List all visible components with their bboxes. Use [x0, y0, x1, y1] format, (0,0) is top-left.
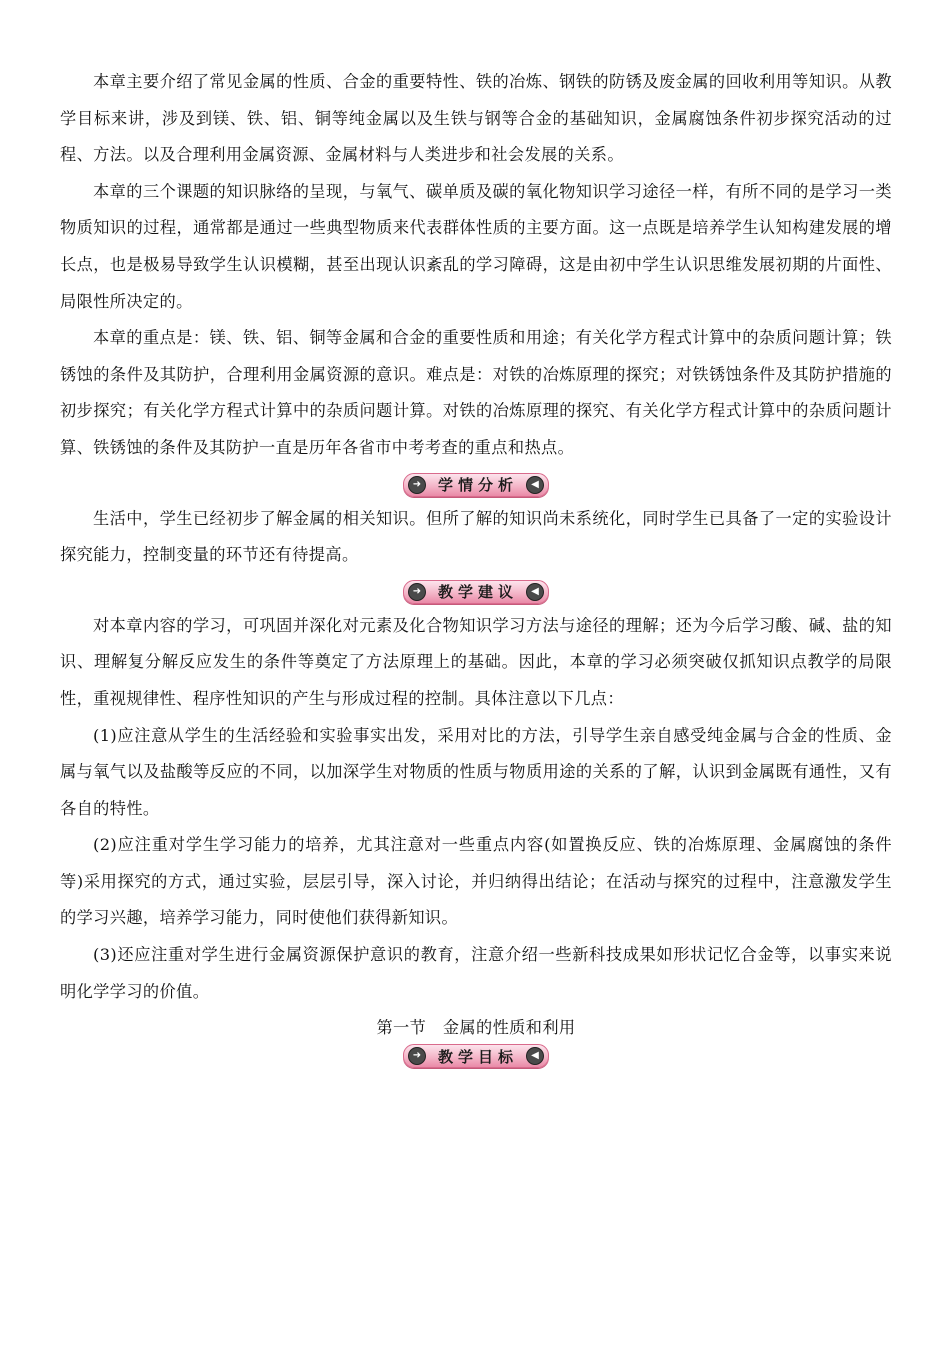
banner-teaching-objectives [60, 1040, 892, 1072]
banner-teaching-suggestion [60, 576, 892, 608]
intro-paragraph-3: 本章的重点是：镁、铁、铝、铜等金属和合金的重要性质和用途；有关化学方程式计算中的杂质问题计算；铁锈蚀的条件及其防护，合理利用金属资源的意识。难点是：对铁的冶炼原理的探究；对铁锈蚀条件及其防护措施的初步探究；有关化学方程式计算中的杂质问题计算。对铁的冶炼原理的探究、有关化学方程式计算中的杂质问题计算、铁锈蚀的条件及其防护一直是历年各省市中考考查的重点和热点。 [60, 328, 892, 457]
banner-label: 教学建议 [437, 583, 518, 602]
arrow-left-icon: ◀ [526, 476, 544, 494]
arrow-right-icon: ➜ [408, 476, 426, 494]
suggestion-paragraph-1: 对本章内容的学习，可巩固并深化对元素及化合物知识学习方法与途径的理解；还为今后学习酸、碱、盐的知识、理解复分解反应发生的条件等奠定了方法原理上的基础。因此，本章的学习必须突破仅抓知识点教学的局限性，重视规律性、程序性知识的产生与形成过程的控制。具体注意以下几点： [60, 615, 892, 708]
banner-pill [403, 580, 549, 604]
document-page [60, 64, 892, 1072]
intro-paragraph-1: 本章主要介绍了常见金属的性质、合金的重要特性、铁的冶炼、钢铁的防锈及废金属的回收利用等知识。从教学目标来讲，涉及到镁、铁、铝、铜等纯金属以及生铁与钢等合金的基础知识，金属腐蚀条件初步探究活动的过程、方法。以及合理利用金属资源、金属材料与人类进步和社会发展的关系。 [60, 72, 892, 165]
banner-pill [403, 473, 549, 497]
arrow-left-icon: ◀ [526, 583, 544, 601]
suggestion-paragraph-3: (2)应注重对学生学习能力的培养，尤其注意对一些重点内容(如置换反应、铁的冶炼原理、金属腐蚀的条件等)采用探究的方式，通过实验，层层引导，深入讨论，并归纳得出结论；在活动与探究的过程中，注意激发学生的学习兴趣，培养学习能力，同时使他们获得新知识。 [60, 835, 892, 928]
suggestion-paragraph-2: (1)应注意从学生的生活经验和实验事实出发，采用对比的方法，引导学生亲自感受纯金属与合金的性质、金属与氧气以及盐酸等反应的不同，以加深学生对物质的性质与物质用途的关系的了解，认识到金属既有通性，又有各自的特性。 [60, 725, 892, 818]
arrow-right-icon: ➜ [408, 583, 426, 601]
banner-learning-analysis [60, 469, 892, 501]
arrow-right-icon: ➜ [408, 1047, 426, 1065]
suggestion-paragraph-4: (3)还应注重对学生进行金属资源保护意识的教育，注意介绍一些新科技成果如形状记忆合金等，以事实来说明化学学习的价值。 [60, 945, 892, 1001]
banner-label: 教学目标 [437, 1047, 518, 1066]
section-title: 第一节 金属的性质和利用 [376, 1018, 576, 1038]
intro-paragraph-2: 本章的三个课题的知识脉络的呈现，与氧气、碳单质及碳的氧化物知识学习途径一样，有所不同的是学习一类物质知识的过程，通常都是通过一些典型物质来代表群体性质的主要方面。这一点既是培养学生认知构建发展的增长点，也是极易导致学生认识模糊，甚至出现认识紊乱的学习障碍，这是由初中学生认识思维发展初期的片面性、局限性所决定的。 [60, 181, 892, 311]
learning-analysis-paragraph: 生活中，学生已经初步了解金属的相关知识。但所了解的知识尚未系统化，同时学生已具备了一定的实验设计探究能力，控制变量的环节还有待提高。 [60, 508, 892, 565]
arrow-left-icon: ◀ [526, 1047, 544, 1065]
banner-label: 学情分析 [437, 476, 518, 495]
banner-pill [403, 1044, 549, 1068]
